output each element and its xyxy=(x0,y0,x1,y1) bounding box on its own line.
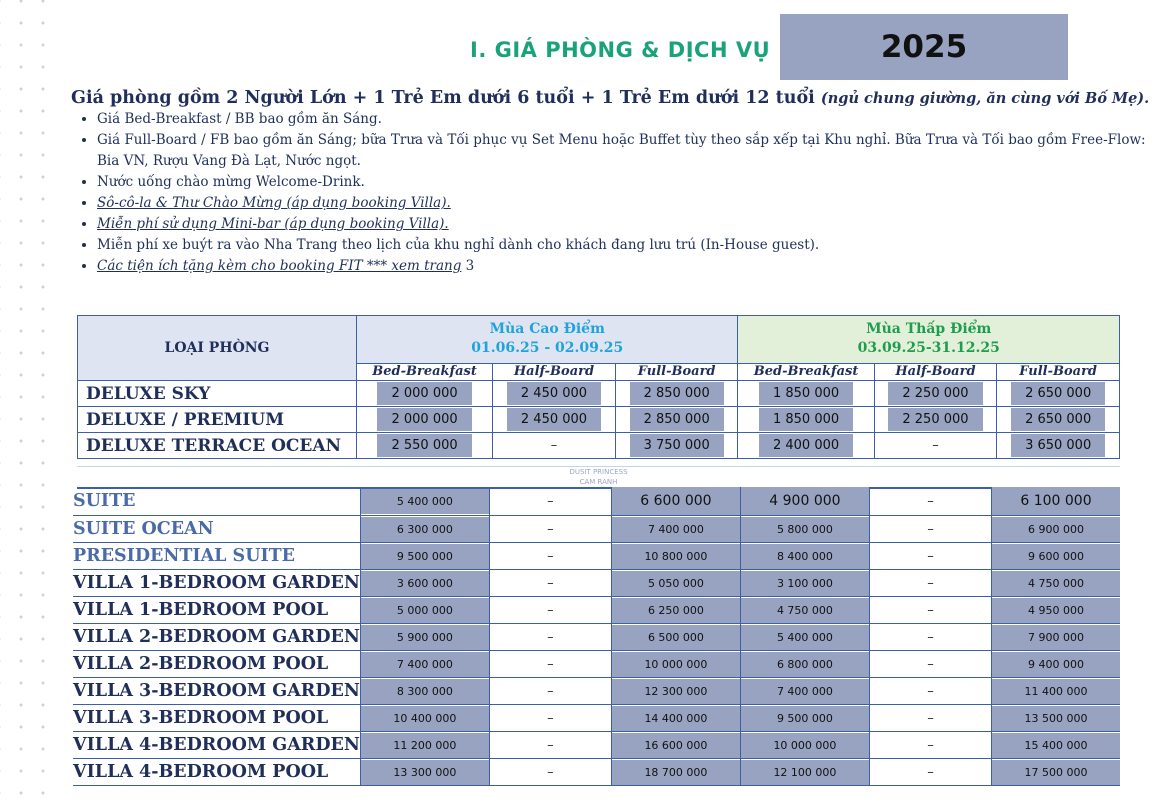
room-name: DELUXE TERRACE OCEAN xyxy=(78,433,357,459)
price-cell: 2 000 000 xyxy=(357,381,493,407)
high-season-header xyxy=(357,316,738,364)
price-cell: 8 400 000 xyxy=(740,543,869,570)
table-row xyxy=(73,570,1120,597)
low-season-dates: 03.09.25-31.12.25 xyxy=(857,340,1000,357)
list-item xyxy=(97,214,1161,235)
price-cell: – xyxy=(869,732,991,759)
price-cell: 2 550 000 xyxy=(357,433,493,459)
table-row xyxy=(78,381,1120,407)
table-row xyxy=(73,651,1120,678)
room-name: VILLA 2-BEDROOM GARDEN xyxy=(73,624,360,651)
watermark-band xyxy=(77,466,1120,489)
price-cell: 10 000 000 xyxy=(611,651,740,678)
price-cell: – xyxy=(869,543,991,570)
table-row xyxy=(73,516,1120,543)
price-cell: 9 500 000 xyxy=(360,543,489,570)
price-cell: – xyxy=(869,597,991,624)
price-cell: 5 050 000 xyxy=(611,570,740,597)
plan-header: Full-Board xyxy=(997,363,1120,380)
price-cell: 13 300 000 xyxy=(360,759,489,786)
price-cell: 2 850 000 xyxy=(615,381,738,407)
price-cell: 3 100 000 xyxy=(740,570,869,597)
section-heading: I. GIÁ PHÒNG & DỊCH VỤ xyxy=(470,38,771,62)
plan-header: Half-Board xyxy=(874,363,997,380)
price-cell: – xyxy=(489,487,611,516)
plan-header: Half-Board xyxy=(493,363,616,380)
intro-note: (ngủ chung giường, ăn cùng với Bố Mẹ). xyxy=(820,90,1150,107)
price-cell: 6 300 000 xyxy=(360,516,489,543)
room-name: VILLA 1-BEDROOM POOL xyxy=(73,597,360,624)
price-cell: – xyxy=(489,705,611,732)
price-cell: 5 800 000 xyxy=(740,516,869,543)
price-cell: 7 900 000 xyxy=(992,624,1121,651)
room-name: VILLA 4-BEDROOM POOL xyxy=(73,759,360,786)
price-cell: – xyxy=(869,651,991,678)
price-cell: – xyxy=(489,597,611,624)
price-cell: 4 900 000 xyxy=(740,487,869,516)
table-row xyxy=(73,705,1120,732)
price-cell: – xyxy=(869,678,991,705)
high-season-name: Mùa Cao Điểm xyxy=(489,321,605,338)
price-cell: – xyxy=(489,543,611,570)
price-cell: 2 450 000 xyxy=(493,407,616,433)
list-item: • Giá Bed-Breakfast / BB bao gồm ăn Sáng. xyxy=(97,109,1161,130)
price-cell: 10 400 000 xyxy=(360,705,489,732)
price-cell: – xyxy=(489,651,611,678)
room-name: DELUXE / PREMIUM xyxy=(78,407,357,433)
price-cell: – xyxy=(869,487,991,516)
table-row xyxy=(73,543,1120,570)
price-cell: 12 100 000 xyxy=(740,759,869,786)
room-rate-table xyxy=(77,315,1120,459)
price-cell: 7 400 000 xyxy=(611,516,740,543)
price-cell: 9 600 000 xyxy=(992,543,1121,570)
price-cell: 1 850 000 xyxy=(738,407,874,433)
price-cell: – xyxy=(874,433,997,459)
price-cell: 3 600 000 xyxy=(360,570,489,597)
price-cell: – xyxy=(869,516,991,543)
price-cell: 6 500 000 xyxy=(611,624,740,651)
low-season-header xyxy=(738,316,1120,364)
price-cell: 9 400 000 xyxy=(992,651,1121,678)
list-item: • Giá Full-Board / FB bao gồm ăn Sáng; bữa Trưa và Tối phục vụ Set Menu hoặc Buffet tùy theo sắp xếp tại Khu nghỉ. Bữa Trưa và Tối bao gồm Free-Flow: Bia VN, Rượu Vang Đà Lạt, Nước ngọt. xyxy=(97,130,1161,172)
price-cell: 2 650 000 xyxy=(997,407,1120,433)
intro-main: Giá phòng gồm 2 Người Lớn + 1 Trẻ Em dưới 6 tuổi + 1 Trẻ Em dưới 12 tuổi xyxy=(71,88,815,108)
low-season-name: Mùa Thấp Điểm xyxy=(866,321,992,338)
pricing-intro xyxy=(71,88,1149,108)
price-cell: 5 400 000 xyxy=(360,487,489,516)
price-cell: 6 600 000 xyxy=(611,487,740,516)
price-cell: – xyxy=(489,678,611,705)
table-row xyxy=(73,487,1120,516)
watermark-line: DUSIT PRINCESS xyxy=(569,468,628,476)
price-cell: 15 400 000 xyxy=(992,732,1121,759)
room-name: VILLA 2-BEDROOM POOL xyxy=(73,651,360,678)
room-name: VILLA 1-BEDROOM GARDEN xyxy=(73,570,360,597)
page-ref: 3 xyxy=(465,258,475,274)
price-cell: 2 250 000 xyxy=(874,407,997,433)
price-cell: 2 250 000 xyxy=(874,381,997,407)
price-cell: 6 250 000 xyxy=(611,597,740,624)
price-cell: – xyxy=(869,624,991,651)
room-name: PRESIDENTIAL SUITE xyxy=(73,543,360,570)
price-cell: 3 750 000 xyxy=(615,433,738,459)
price-cell: 2 850 000 xyxy=(615,407,738,433)
table-row xyxy=(73,732,1120,759)
price-cell: 9 500 000 xyxy=(740,705,869,732)
price-cell: – xyxy=(869,570,991,597)
price-cell: 6 900 000 xyxy=(992,516,1121,543)
price-cell: – xyxy=(489,624,611,651)
list-item: • Miễn phí xe buýt ra vào Nha Trang theo lịch của khu nghỉ dành cho khách đang lưu trú (In-House guest). xyxy=(97,235,1161,256)
inclusions-list xyxy=(71,109,1161,277)
price-cell: 2 400 000 xyxy=(738,433,874,459)
price-cell: 6 100 000 xyxy=(992,487,1121,516)
price-cell: 7 400 000 xyxy=(740,678,869,705)
list-item: • Nước uống chào mừng Welcome-Drink. xyxy=(97,172,1161,193)
fit-amenities-link[interactable]: Các tiện ích tặng kèm cho booking FIT *** xem trang xyxy=(97,258,462,274)
price-cell: 10 000 000 xyxy=(740,732,869,759)
price-cell: 4 750 000 xyxy=(992,570,1121,597)
price-cell: 5 000 000 xyxy=(360,597,489,624)
price-cell: 3 650 000 xyxy=(997,433,1120,459)
plan-header: Bed-Breakfast xyxy=(738,363,874,380)
table-row xyxy=(73,678,1120,705)
price-cell: 7 400 000 xyxy=(360,651,489,678)
high-season-dates: 01.06.25 - 02.09.25 xyxy=(471,340,624,357)
price-cell: 8 300 000 xyxy=(360,678,489,705)
table-row xyxy=(78,407,1120,433)
table-row xyxy=(73,597,1120,624)
watermark-line: CAM RANH xyxy=(579,478,618,486)
price-cell: 4 750 000 xyxy=(740,597,869,624)
price-cell: 11 200 000 xyxy=(360,732,489,759)
price-cell: 11 400 000 xyxy=(992,678,1121,705)
room-name: SUITE xyxy=(73,487,360,516)
price-cell: 2 450 000 xyxy=(493,381,616,407)
price-cell: 2 650 000 xyxy=(997,381,1120,407)
price-cell: – xyxy=(489,732,611,759)
price-cell: – xyxy=(869,759,991,786)
plan-header: Bed-Breakfast xyxy=(357,363,493,380)
price-cell: 4 950 000 xyxy=(992,597,1121,624)
price-cell: 13 500 000 xyxy=(992,705,1121,732)
price-cell: 16 600 000 xyxy=(611,732,740,759)
list-item-text: Sô-cô-la & Thư Chào Mừng (áp dụng booking Villa). xyxy=(97,195,451,211)
price-cell: 2 000 000 xyxy=(357,407,493,433)
price-cell: 18 700 000 xyxy=(611,759,740,786)
price-cell: – xyxy=(489,759,611,786)
list-item xyxy=(97,193,1161,214)
list-item xyxy=(97,256,1161,277)
price-cell: – xyxy=(493,433,616,459)
table-row xyxy=(73,759,1120,786)
table-row xyxy=(78,433,1120,459)
price-cell: – xyxy=(869,705,991,732)
room-name: VILLA 4-BEDROOM GARDEN xyxy=(73,732,360,759)
room-name: VILLA 3-BEDROOM POOL xyxy=(73,705,360,732)
suite-villa-rate-table xyxy=(73,487,1120,786)
price-cell: 5 900 000 xyxy=(360,624,489,651)
price-cell: 6 800 000 xyxy=(740,651,869,678)
room-name: DELUXE SKY xyxy=(78,381,357,407)
price-cell: 10 800 000 xyxy=(611,543,740,570)
plan-header: Full-Board xyxy=(615,363,738,380)
price-cell: 1 850 000 xyxy=(738,381,874,407)
year-badge: 2025 xyxy=(780,14,1068,80)
list-item-text: Miễn phí sử dụng Mini-bar (áp dụng booking Villa). xyxy=(97,216,449,232)
price-cell: 17 500 000 xyxy=(992,759,1121,786)
price-cell: 5 400 000 xyxy=(740,624,869,651)
price-cell: 12 300 000 xyxy=(611,678,740,705)
price-cell: 14 400 000 xyxy=(611,705,740,732)
table-row xyxy=(73,624,1120,651)
room-type-header: LOẠI PHÒNG xyxy=(78,316,357,381)
price-cell: – xyxy=(489,516,611,543)
room-name: VILLA 3-BEDROOM GARDEN xyxy=(73,678,360,705)
room-name: SUITE OCEAN xyxy=(73,516,360,543)
price-cell: – xyxy=(489,570,611,597)
